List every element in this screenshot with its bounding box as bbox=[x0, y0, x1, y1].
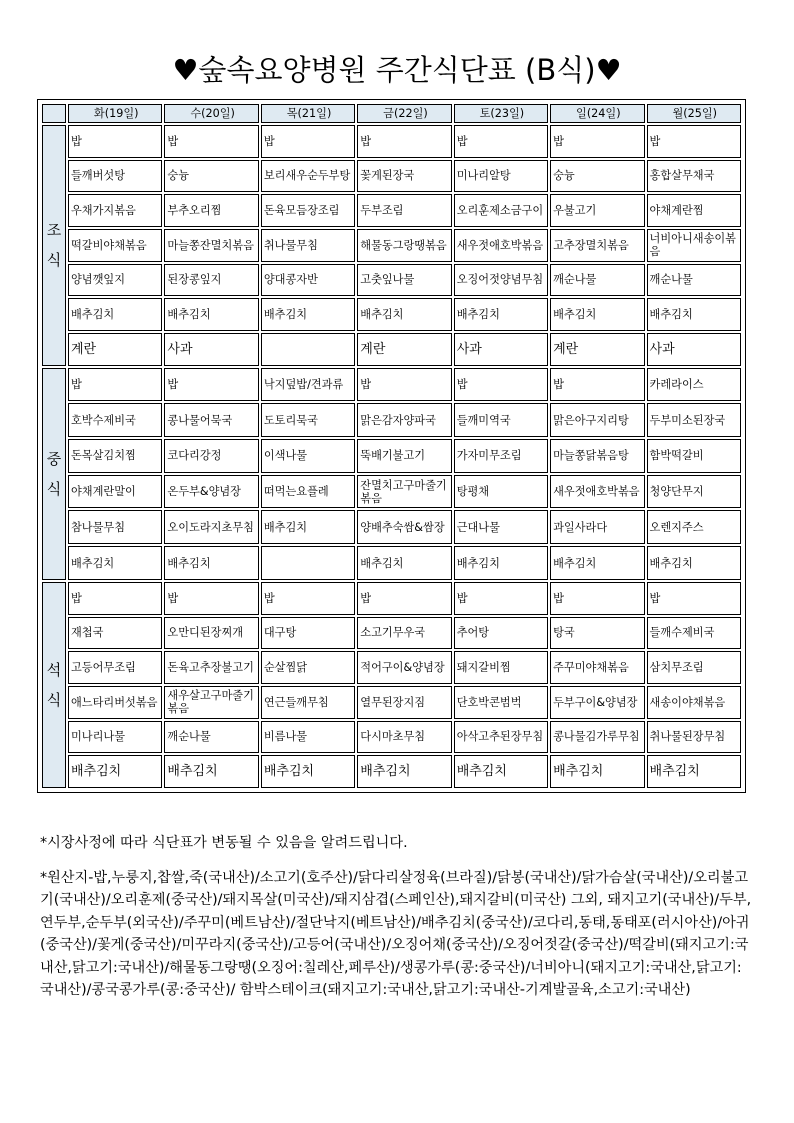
menu-cell: 두부조림 bbox=[357, 194, 451, 227]
menu-cell: 밥 bbox=[357, 368, 451, 402]
menu-cell: 고추장멸치볶음 bbox=[550, 229, 644, 262]
meal-label-dinner: 석 식 bbox=[42, 582, 66, 788]
menu-row bbox=[42, 333, 741, 366]
menu-cell: 밥 bbox=[550, 368, 644, 402]
day-header: 월(25일) bbox=[647, 104, 741, 123]
menu-cell: 배추김치 bbox=[261, 755, 355, 788]
menu-cell: 사과 bbox=[164, 333, 258, 366]
menu-cell bbox=[261, 333, 355, 366]
menu-cell: 콩나물김가루무침 bbox=[550, 721, 644, 754]
menu-cell: 사과 bbox=[647, 333, 741, 366]
menu-cell: 된장콩잎지 bbox=[164, 264, 258, 297]
menu-cell: 밥 bbox=[261, 582, 355, 615]
menu-cell: 두부구이&양념장 bbox=[550, 686, 644, 719]
menu-cell: 오리훈제소금구이 bbox=[454, 194, 548, 227]
menu-cell: 배추김치 bbox=[647, 298, 741, 331]
menu-row bbox=[42, 194, 741, 227]
menu-row bbox=[42, 582, 741, 615]
menu-row bbox=[42, 298, 741, 331]
menu-cell: 양대콩자반 bbox=[261, 264, 355, 297]
menu-cell: 해물동그랑땡볶음 bbox=[357, 229, 451, 262]
menu-cell: 돈육모듬장조림 bbox=[261, 194, 355, 227]
day-header: 목(21일) bbox=[261, 104, 355, 123]
menu-cell: 호박수제비국 bbox=[68, 403, 162, 437]
meal-label-breakfast: 조 식 bbox=[42, 125, 66, 366]
menu-cell: 고춧잎나물 bbox=[357, 264, 451, 297]
menu-cell: 오렌지주스 bbox=[647, 510, 741, 544]
menu-row bbox=[42, 686, 741, 719]
menu-cell: 콩나물어묵국 bbox=[164, 403, 258, 437]
menu-row bbox=[42, 510, 741, 544]
menu-row bbox=[42, 617, 741, 650]
menu-cell: 이색나물 bbox=[261, 439, 355, 473]
menu-cell bbox=[261, 546, 355, 580]
menu-cell: 오징어젓양념무침 bbox=[454, 264, 548, 297]
menu-cell: 잔멸치고구마줄기볶음 bbox=[357, 475, 451, 509]
menu-cell: 떡갈비야채볶음 bbox=[68, 229, 162, 262]
menu-cell: 밥 bbox=[357, 125, 451, 158]
menu-cell: 계란 bbox=[550, 333, 644, 366]
menu-cell: 적어구이&양념장 bbox=[357, 651, 451, 684]
notes-section bbox=[40, 832, 755, 1014]
menu-table-frame bbox=[37, 99, 746, 793]
menu-row bbox=[42, 229, 741, 262]
menu-cell: 순살찜닭 bbox=[261, 651, 355, 684]
menu-row bbox=[42, 546, 741, 580]
menu-cell: 밥 bbox=[164, 368, 258, 402]
menu-cell: 양배추숙쌈&쌈장 bbox=[357, 510, 451, 544]
menu-cell: 떠먹는요플레 bbox=[261, 475, 355, 509]
menu-cell: 배추김치 bbox=[68, 298, 162, 331]
menu-cell: 가자미무조림 bbox=[454, 439, 548, 473]
menu-cell: 배추김치 bbox=[164, 755, 258, 788]
menu-cell: 맑은감자양파국 bbox=[357, 403, 451, 437]
menu-cell: 연근들깨무침 bbox=[261, 686, 355, 719]
menu-cell: 들깨수제비국 bbox=[647, 617, 741, 650]
menu-cell: 밥 bbox=[261, 125, 355, 158]
menu-row bbox=[42, 264, 741, 297]
menu-cell: 계란 bbox=[357, 333, 451, 366]
menu-cell: 탕국 bbox=[550, 617, 644, 650]
menu-cell: 다시마초무침 bbox=[357, 721, 451, 754]
menu-cell: 애느타리버섯볶음 bbox=[68, 686, 162, 719]
day-header: 토(23일) bbox=[454, 104, 548, 123]
menu-cell: 마늘쫑잔멸치볶음 bbox=[164, 229, 258, 262]
menu-cell: 돼지갈비찜 bbox=[454, 651, 548, 684]
menu-cell: 꽃게된장국 bbox=[357, 160, 451, 193]
menu-cell: 두부미소된장국 bbox=[647, 403, 741, 437]
menu-cell: 배추김치 bbox=[357, 755, 451, 788]
menu-row bbox=[42, 160, 741, 193]
menu-cell: 우채가지볶음 bbox=[68, 194, 162, 227]
menu-cell: 밥 bbox=[454, 368, 548, 402]
origin-notice: *원산지-밥,누룽지,찹쌀,죽(국내산)/소고기(호주산)/닭다리살정육(브라질)/닭봉(국내산)/닭가슴살(국내산)/오리불고기(국내산)/오리훈제(중국산)/돼지목살(미국산)/돼지삼겹(스페인산),돼지갈비(미국산) 그외, 돼지고기(국내산)/두부,연두부,순두부(외국산)/주꾸미(베트남산)/절단낙지(베트남산)/배추김치(중국산)/코다리,동태,동태포(러시아산)/아귀(중국산)/꽃게(중국산)/미꾸라지(중국산)/고등어(국내산)/오징어채(중국산)/오징어젓갈(중국산)/떡갈비(돼지고기:국내산,닭고기:국내산)/해물동그랑땡(오징어:칠레산,페루산)/생콩가루(콩:중국산)/너비아니(돼지고기:국내산,닭고기:국내산)/콩국콩가루(콩:중국산)/ 함박스테이크(돼지고기:국내산,닭고기:국내산-기계발골육,소고기:국내산) bbox=[40, 869, 752, 998]
menu-cell: 깨순나물 bbox=[164, 721, 258, 754]
menu-cell: 배추김치 bbox=[261, 510, 355, 544]
menu-cell: 돈목살김치찜 bbox=[68, 439, 162, 473]
menu-cell: 숭늉 bbox=[164, 160, 258, 193]
menu-cell: 밥 bbox=[647, 125, 741, 158]
menu-cell: 배추김치 bbox=[164, 298, 258, 331]
menu-cell: 밥 bbox=[68, 125, 162, 158]
menu-cell: 배추김치 bbox=[550, 755, 644, 788]
menu-cell: 계란 bbox=[68, 333, 162, 366]
menu-cell: 사과 bbox=[454, 333, 548, 366]
menu-cell: 돈육고추장불고기 bbox=[164, 651, 258, 684]
menu-cell: 밥 bbox=[550, 125, 644, 158]
menu-cell: 너비아니새송이볶음 bbox=[647, 229, 741, 262]
menu-cell: 대구탕 bbox=[261, 617, 355, 650]
menu-cell: 배추김치 bbox=[550, 298, 644, 331]
weekly-menu-table bbox=[40, 102, 743, 790]
menu-cell: 낙지덮밥/견과류 bbox=[261, 368, 355, 402]
day-header: 수(20일) bbox=[164, 104, 258, 123]
menu-cell: 홍합살무채국 bbox=[647, 160, 741, 193]
menu-cell: 양념깻잎지 bbox=[68, 264, 162, 297]
menu-cell: 밥 bbox=[454, 125, 548, 158]
menu-cell: 배추김치 bbox=[357, 546, 451, 580]
menu-cell: 함박떡갈비 bbox=[647, 439, 741, 473]
menu-cell: 탕평채 bbox=[454, 475, 548, 509]
menu-cell: 열무된장지짐 bbox=[357, 686, 451, 719]
menu-cell: 밥 bbox=[454, 582, 548, 615]
menu-cell: 배추김치 bbox=[357, 298, 451, 331]
menu-row bbox=[42, 755, 741, 788]
menu-cell: 맑은아구지리탕 bbox=[550, 403, 644, 437]
menu-cell: 취나물무침 bbox=[261, 229, 355, 262]
menu-cell: 미나리알탕 bbox=[454, 160, 548, 193]
header-corner bbox=[42, 104, 66, 123]
menu-cell: 새우젓애호박볶음 bbox=[550, 475, 644, 509]
menu-cell: 깨순나물 bbox=[647, 264, 741, 297]
menu-cell: 배추김치 bbox=[647, 546, 741, 580]
menu-cell: 새우젓애호박볶음 bbox=[454, 229, 548, 262]
menu-cell: 배추김치 bbox=[454, 755, 548, 788]
menu-cell: 마늘쫑닭볶음탕 bbox=[550, 439, 644, 473]
menu-cell: 밥 bbox=[164, 125, 258, 158]
menu-cell: 깨순나물 bbox=[550, 264, 644, 297]
menu-cell: 들깨미역국 bbox=[454, 403, 548, 437]
menu-cell: 오만디된장찌개 bbox=[164, 617, 258, 650]
menu-cell: 근대나물 bbox=[454, 510, 548, 544]
menu-cell: 온두부&양념장 bbox=[164, 475, 258, 509]
change-notice: *시장사정에 따라 식단표가 변동될 수 있음을 알려드립니다. bbox=[40, 835, 408, 851]
menu-cell: 도토리묵국 bbox=[261, 403, 355, 437]
menu-row bbox=[42, 721, 741, 754]
menu-cell: 밥 bbox=[550, 582, 644, 615]
menu-cell: 고등어무조림 bbox=[68, 651, 162, 684]
menu-cell: 주꾸미야채볶음 bbox=[550, 651, 644, 684]
menu-cell: 배추김치 bbox=[68, 755, 162, 788]
menu-row bbox=[42, 403, 741, 437]
menu-cell: 배추김치 bbox=[261, 298, 355, 331]
menu-cell: 미나리나물 bbox=[68, 721, 162, 754]
menu-cell: 카레라이스 bbox=[647, 368, 741, 402]
menu-cell: 오이도라지초무침 bbox=[164, 510, 258, 544]
menu-cell: 뚝배기불고기 bbox=[357, 439, 451, 473]
menu-cell: 삼치무조림 bbox=[647, 651, 741, 684]
page-title: ♥숲속요양병원 주간식단표 (B식)♥ bbox=[172, 53, 622, 87]
menu-cell: 들깨버섯탕 bbox=[68, 160, 162, 193]
menu-cell: 배추김치 bbox=[164, 546, 258, 580]
menu-cell: 야채계란말이 bbox=[68, 475, 162, 509]
menu-cell: 숭늉 bbox=[550, 160, 644, 193]
menu-cell: 청양단무지 bbox=[647, 475, 741, 509]
day-header-row bbox=[42, 104, 741, 123]
menu-row bbox=[42, 475, 741, 509]
menu-row bbox=[42, 651, 741, 684]
menu-cell: 재첩국 bbox=[68, 617, 162, 650]
meal-label-lunch: 중 식 bbox=[42, 368, 66, 580]
day-header: 금(22일) bbox=[357, 104, 451, 123]
menu-cell: 밥 bbox=[68, 368, 162, 402]
menu-row bbox=[42, 368, 741, 402]
menu-cell: 취나물된장무침 bbox=[647, 721, 741, 754]
menu-body bbox=[42, 125, 741, 788]
menu-cell: 배추김치 bbox=[550, 546, 644, 580]
menu-cell: 보리새우순두부탕 bbox=[261, 160, 355, 193]
menu-cell: 밥 bbox=[647, 582, 741, 615]
menu-cell: 과일사라다 bbox=[550, 510, 644, 544]
menu-cell: 아삭고추된장무침 bbox=[454, 721, 548, 754]
menu-cell: 밥 bbox=[68, 582, 162, 615]
menu-cell: 배추김치 bbox=[454, 298, 548, 331]
menu-cell: 부추오리찜 bbox=[164, 194, 258, 227]
menu-cell: 우불고기 bbox=[550, 194, 644, 227]
menu-cell: 단호박콘범벅 bbox=[454, 686, 548, 719]
menu-cell: 소고기무우국 bbox=[357, 617, 451, 650]
menu-cell: 비름나물 bbox=[261, 721, 355, 754]
day-header: 화(19일) bbox=[68, 104, 162, 123]
day-header: 일(24일) bbox=[550, 104, 644, 123]
menu-cell: 밥 bbox=[357, 582, 451, 615]
menu-cell: 참나물무침 bbox=[68, 510, 162, 544]
menu-cell: 새우살고구마줄기볶음 bbox=[164, 686, 258, 719]
menu-cell: 추어탕 bbox=[454, 617, 548, 650]
menu-cell: 배추김치 bbox=[647, 755, 741, 788]
menu-cell: 밥 bbox=[164, 582, 258, 615]
menu-row bbox=[42, 439, 741, 473]
menu-row bbox=[42, 125, 741, 158]
menu-cell: 배추김치 bbox=[68, 546, 162, 580]
menu-cell: 코다리강정 bbox=[164, 439, 258, 473]
menu-cell: 야채계란찜 bbox=[647, 194, 741, 227]
menu-cell: 새송이야채볶음 bbox=[647, 686, 741, 719]
menu-cell: 배추김치 bbox=[454, 546, 548, 580]
